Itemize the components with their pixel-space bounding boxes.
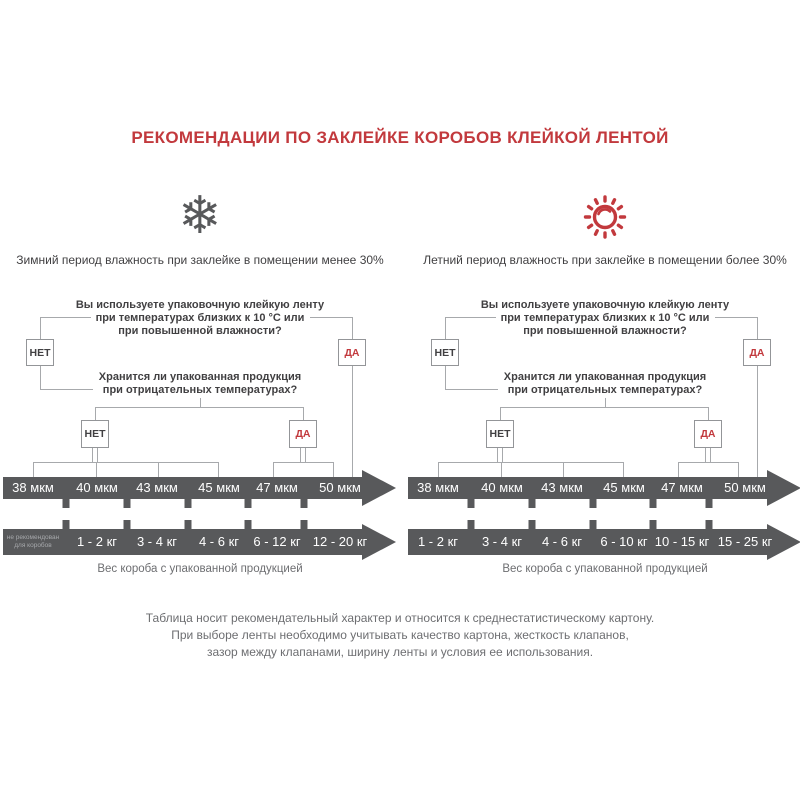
thickness-value: 45 мкм <box>198 480 240 495</box>
connector <box>158 462 159 477</box>
scale-tick <box>529 520 536 529</box>
scale-tick <box>124 520 131 529</box>
connector <box>678 462 738 463</box>
connector <box>310 317 352 318</box>
connector <box>705 448 706 462</box>
weight-value: 4 - 6 кг <box>198 534 240 549</box>
yes-node-2: ДА <box>694 420 722 448</box>
scale-tick <box>468 499 475 508</box>
connector <box>200 398 201 407</box>
connector <box>497 448 498 462</box>
thickness-value: 47 мкм <box>661 480 703 495</box>
page-title: РЕКОМЕНДАЦИИ ПО ЗАКЛЕЙКЕ КОРОБОВ КЛЕЙКОЙ ЛЕНТОЙ <box>131 128 669 147</box>
thickness-value: 43 мкм <box>136 480 178 495</box>
connector <box>500 407 501 420</box>
connector <box>715 317 757 318</box>
thickness-value: 43 мкм <box>541 480 583 495</box>
connector <box>678 462 679 477</box>
question-1: Вы используете упаковочную клейкую ленту при температурах близких к 10 °С или при повышенной влажности? <box>480 299 730 337</box>
connector <box>333 462 334 477</box>
connector <box>445 317 446 339</box>
connector <box>605 398 606 407</box>
scale-tick <box>468 520 475 529</box>
connector <box>738 462 739 477</box>
weight-value: 10 - 15 кг <box>654 534 710 549</box>
weight-caption: Вес короба с упакованной продукцией <box>97 563 303 575</box>
summer-period-label: Летний период влажность при заклейке в помещении более 30% <box>423 253 787 267</box>
thickness-arrow <box>3 477 362 499</box>
connector <box>623 462 624 477</box>
thickness-value: 45 мкм <box>603 480 645 495</box>
connector <box>273 462 274 477</box>
weight-value: 1 - 2 кг <box>76 534 118 549</box>
connector <box>40 317 91 318</box>
connector <box>303 407 304 420</box>
scale-tick <box>245 520 252 529</box>
thickness-value: 50 мкм <box>319 480 361 495</box>
question-2: Хранится ли упакованная продукция при отрицательных температурах? <box>98 371 302 396</box>
connector <box>97 448 98 462</box>
connector <box>96 462 97 477</box>
weight-value: 6 - 10 кг <box>600 534 648 549</box>
weight-value: 3 - 4 кг <box>136 534 178 549</box>
weight-value: 4 - 6 кг <box>541 534 583 549</box>
connector <box>757 317 758 339</box>
scale-tick <box>63 520 70 529</box>
scale-tick <box>185 520 192 529</box>
weight-value: 1 - 2 кг <box>417 534 459 549</box>
winter-chart <box>0 185 400 585</box>
thickness-value: 38 мкм <box>12 480 54 495</box>
snowflake-icon: ❄ <box>178 186 222 246</box>
summer-chart <box>405 185 800 585</box>
scale-tick <box>650 520 657 529</box>
connector <box>352 317 353 339</box>
not-recommended-note: не рекомендован для коробов <box>6 534 60 549</box>
scale-tick <box>301 520 308 529</box>
thickness-value: 40 мкм <box>76 480 118 495</box>
question-1: Вы используете упаковочную клейкую ленту при температурах близких к 10 °С или при повышенной влажности? <box>75 299 325 337</box>
weight-value: 6 - 12 кг <box>253 534 301 549</box>
scale-tick <box>706 499 713 508</box>
scale-tick <box>63 499 70 508</box>
connector <box>92 448 93 462</box>
scale-tick <box>124 499 131 508</box>
connector <box>33 462 34 477</box>
scale-tick <box>185 499 192 508</box>
sun-icon <box>405 185 800 247</box>
connector <box>500 407 708 408</box>
connector <box>40 317 41 339</box>
scale-tick <box>245 499 252 508</box>
thickness-value: 47 мкм <box>256 480 298 495</box>
connector <box>438 462 439 477</box>
no-node-2: НЕТ <box>81 420 109 448</box>
connector <box>710 448 711 462</box>
connector <box>305 448 306 462</box>
thickness-value: 40 мкм <box>481 480 523 495</box>
scale-tick <box>590 520 597 529</box>
thickness-arrow-head <box>767 470 800 506</box>
thickness-value: 38 мкм <box>417 480 459 495</box>
connector <box>95 407 303 408</box>
yes-node-1: ДА <box>338 339 366 366</box>
scale-tick <box>650 499 657 508</box>
connector <box>95 407 96 420</box>
thickness-value: 50 мкм <box>724 480 766 495</box>
scale-tick <box>590 499 597 508</box>
connector <box>502 448 503 462</box>
yes-node-2: ДА <box>289 420 317 448</box>
connector <box>273 462 333 463</box>
connector <box>708 407 709 420</box>
scale-tick <box>301 499 308 508</box>
footnote: Таблица носит рекомендательный характер и относится к среднестатистическому картону. При выборе ленты необходимо учитывать качество картона, жесткость клапанов, зазор между клапанами, ширину ленты и условия ее использования. <box>145 611 655 659</box>
thickness-arrow <box>408 477 767 499</box>
connector <box>445 317 496 318</box>
no-node-2: НЕТ <box>486 420 514 448</box>
weight-value: 12 - 20 кг <box>312 534 368 549</box>
weight-value: 15 - 25 кг <box>717 534 773 549</box>
winter-period-label: Зимний период влажность при заклейке в помещении менее 30% <box>16 253 384 267</box>
weight-value: 3 - 4 кг <box>481 534 523 549</box>
thickness-arrow-head <box>362 470 396 506</box>
connector <box>501 462 502 477</box>
connector <box>438 462 623 463</box>
connector <box>300 448 301 462</box>
weight-arrow <box>408 529 767 555</box>
scale-tick <box>529 499 536 508</box>
connector <box>563 462 564 477</box>
question-2: Хранится ли упакованная продукция при отрицательных температурах? <box>503 371 707 396</box>
scale-tick <box>706 520 713 529</box>
connector <box>218 462 219 477</box>
yes-node-1: ДА <box>743 339 771 366</box>
no-node-1: НЕТ <box>26 339 54 366</box>
connector <box>33 462 218 463</box>
weight-caption: Вес короба с упакованной продукцией <box>502 563 708 575</box>
no-node-1: НЕТ <box>431 339 459 366</box>
